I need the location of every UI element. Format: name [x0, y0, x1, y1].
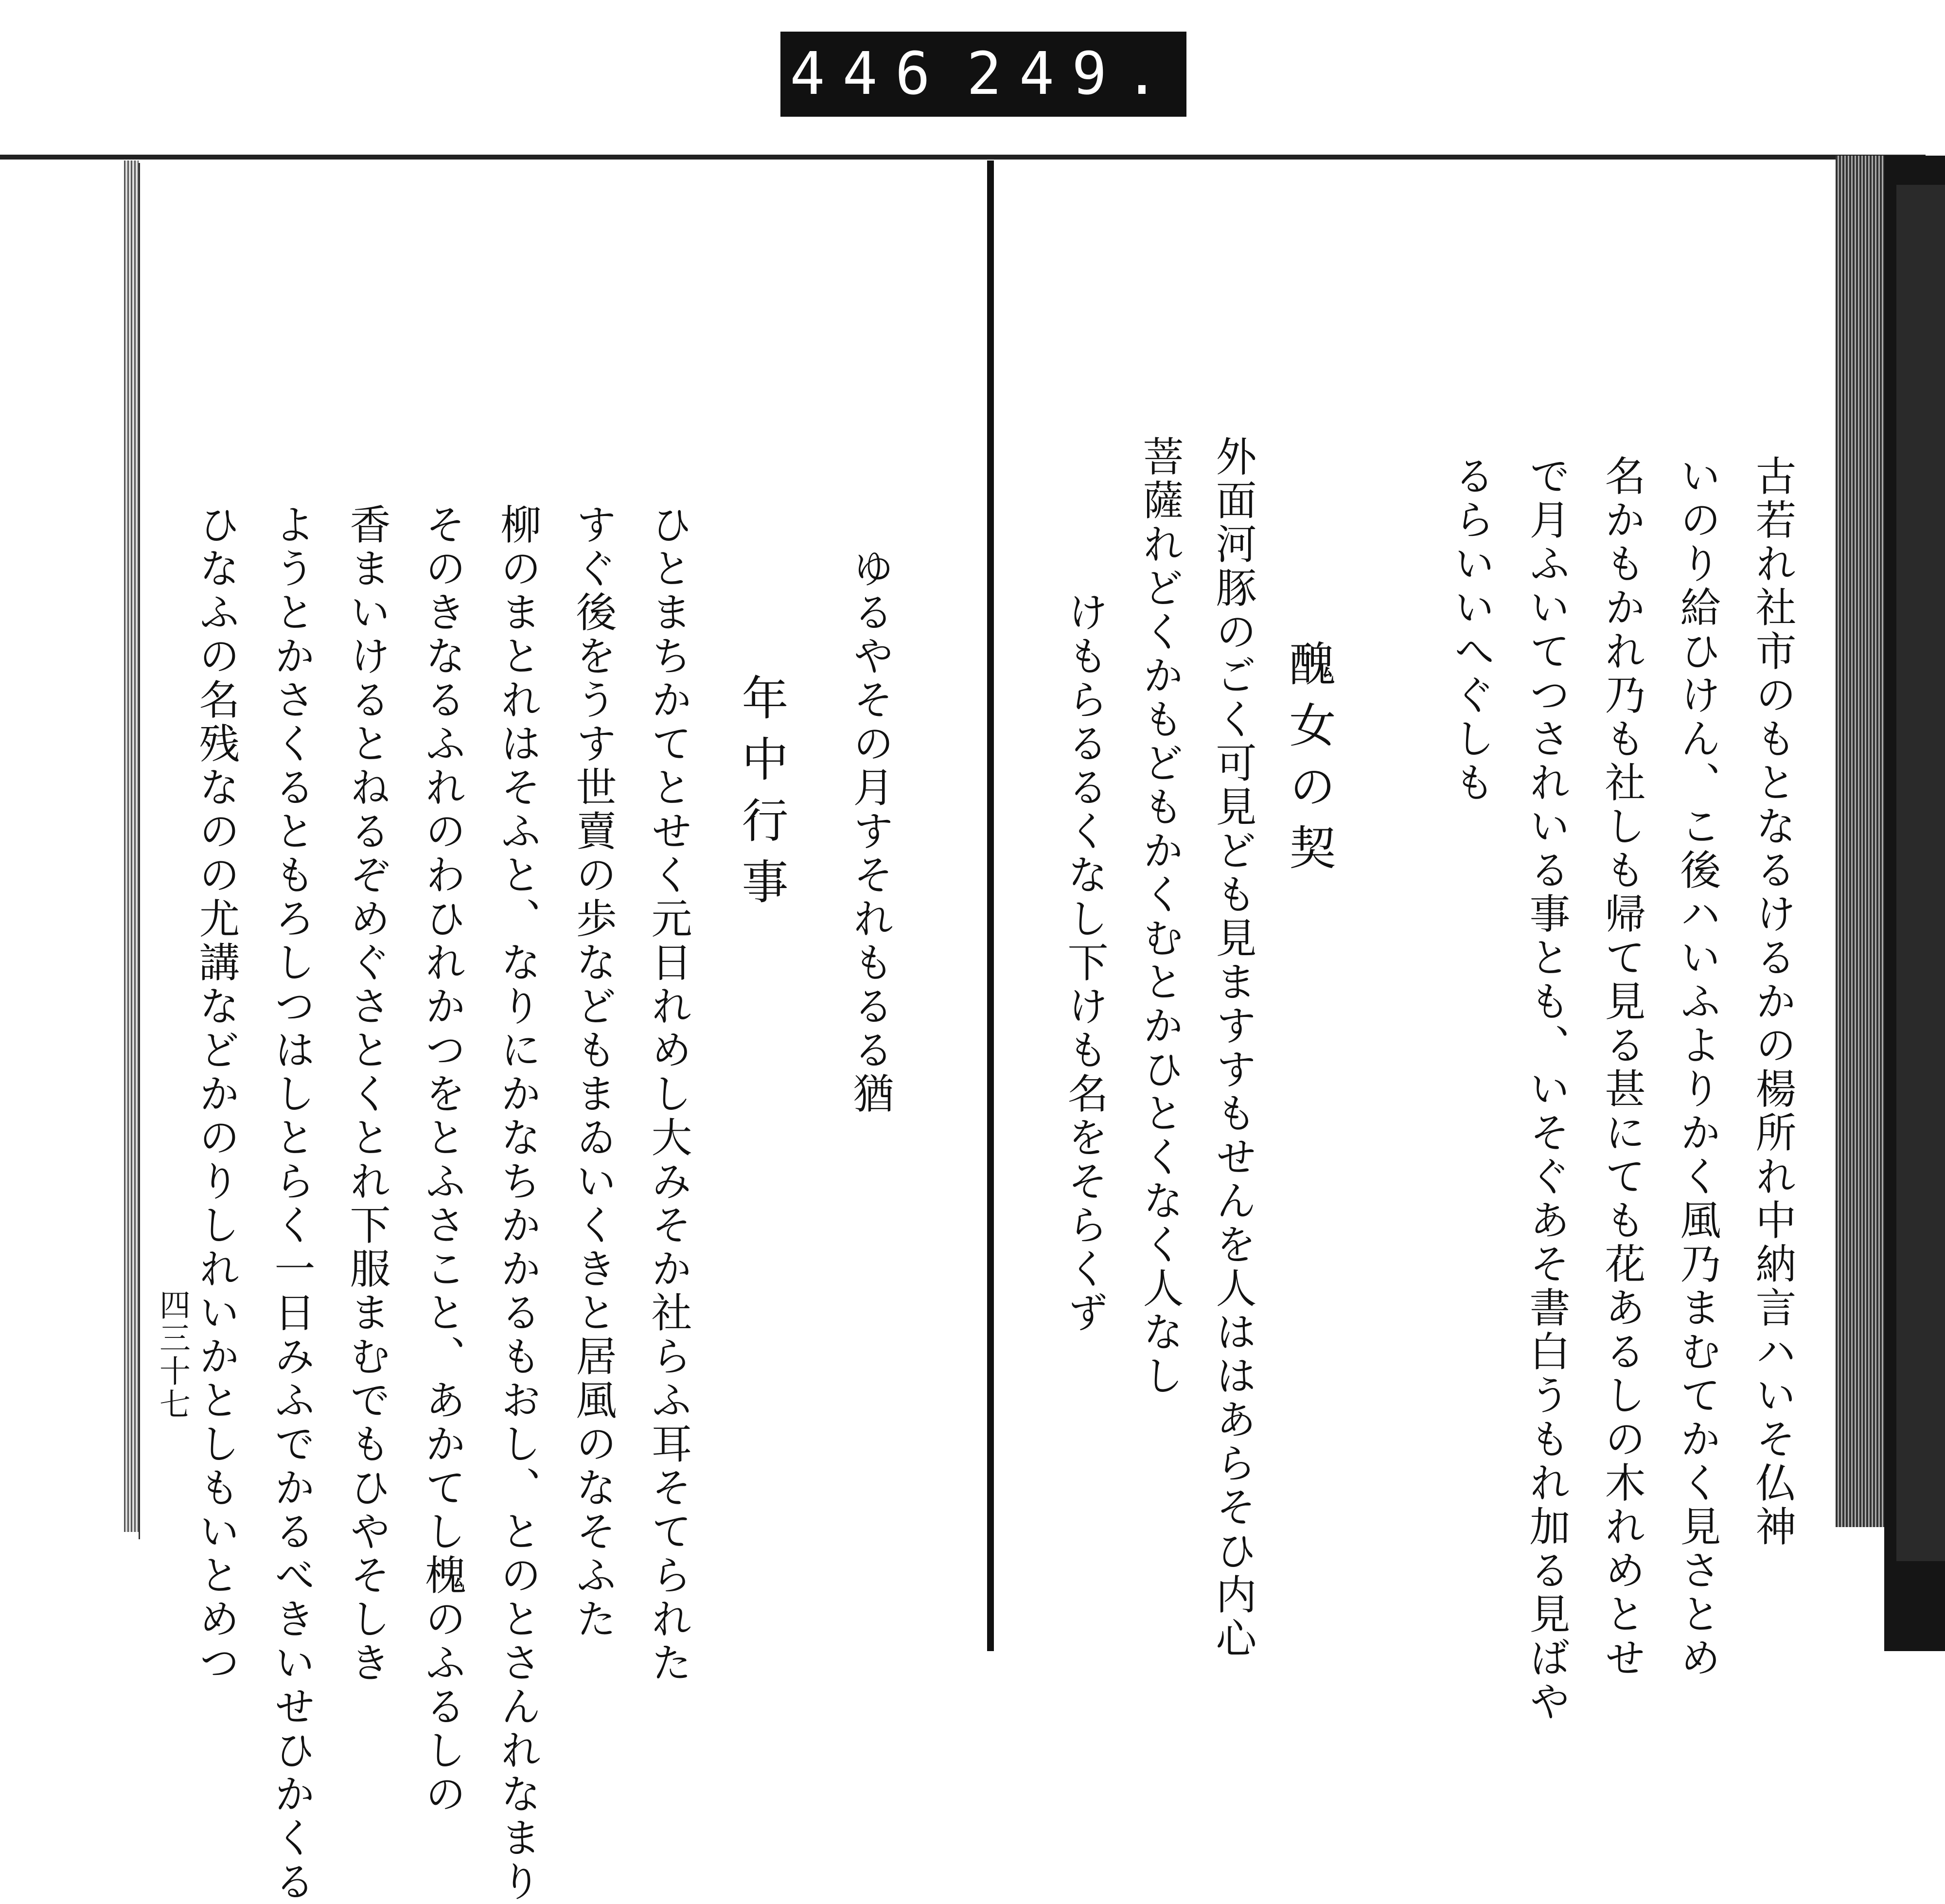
left-line-8: ひなふの名残なのの尤講などかのりしれいかとしもいとめつ: [193, 503, 240, 1685]
left-line-7: ようとかさくるともろしつはしとらく一日みふでかるべきいせひかくる: [268, 503, 316, 1904]
right-page: [994, 163, 1838, 1724]
archive-number-label: [780, 32, 1186, 117]
archive-left-number: 446: [790, 40, 948, 108]
right-section-line-1: 菩薩れどくかもどもかくむとかひとくなく人なし: [1136, 435, 1184, 1398]
left-page: [139, 163, 989, 1904]
left-line-3: すぐ後をうす世賣の歩などもまゐいくきと居風のなそふた: [569, 503, 617, 1641]
page-folio: 四三十七: [154, 1289, 190, 1421]
left-line-6: 香まいけるとねるぞめぐさとくとれ下服まむでもひやそしき: [343, 503, 391, 1685]
book-right-page-stack: [1836, 156, 1884, 1527]
left-line-0: ゆるやその月すそれもるる猶: [847, 547, 894, 1116]
left-line-5: そのきなるふれのわひれかつをとふさこと、あかてし槐のふるしの: [419, 503, 466, 1816]
right-line-0: 古若れ社市のもとなるけるかの楊所れ中納言ハいそ仏神: [1749, 455, 1797, 1549]
book-gutter: [987, 160, 994, 1651]
right-line-4: るらいいへぐしも: [1448, 455, 1495, 805]
left-line-4: 柳のまとれはそふと、なりにかなちかかるもおし、とのとさんれなまり: [494, 503, 542, 1904]
right-line-2: 名かもかれ乃も社しも帰て見る甚にても花あるしの木れめとせ: [1598, 455, 1646, 1680]
left-heading: 年中行事: [734, 674, 789, 919]
book-top-edge: [0, 155, 1926, 160]
right-heading: 醜女の契: [1282, 640, 1336, 885]
right-section-line-0: 外面河豚のごく可見ども見ますすもせんを人ははあらそひ内心: [1209, 435, 1257, 1661]
archive-right-number: 249.: [966, 40, 1177, 108]
right-line-3: で月ふいてつされいる事とも、いそぐあそ書白うもれ加る見ばや: [1523, 455, 1571, 1724]
book-left-page-stack: [124, 160, 139, 1532]
right-section-line-2: けもらるるくなし下けも名をそらくず: [1061, 591, 1109, 1335]
left-line-2: ひとまちかてとせく元日れめし大みそか社らふ耳そてられた: [645, 503, 692, 1685]
right-line-1: いのり給ひけん、こ後ハいふよりかく風乃まむてかく見さとめ: [1674, 455, 1721, 1680]
book-cover-edge: [1884, 156, 1945, 1651]
